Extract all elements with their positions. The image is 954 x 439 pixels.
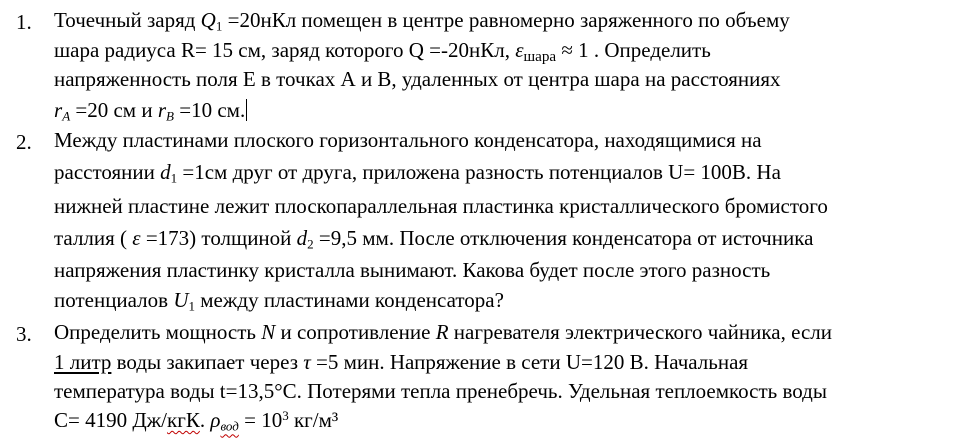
problem-2-line-1: Между пластинами плоского горизонтального конденсатора, находящимися на xyxy=(54,128,762,152)
problem-2-line-5: напряжения пластинку кристалла вынимают. Какова будет после этого разность xyxy=(54,258,771,282)
problem-3-line-2: 1 литр воды закипает через τ =5 мин. Напряжение в сети U=120 В. Начальная xyxy=(54,350,749,374)
problem-3-line-1: Определить мощность N и сопротивление R нагревателя электрического чайника, если xyxy=(54,320,832,344)
problem-2-line-2: расстоянии $d_1 =1см$ друг от друга, приложена разность потенциалов U= 100В. На xyxy=(54,160,781,186)
text-cursor xyxy=(246,99,247,121)
problem-2-line-6: потенциалов $U_1$ между пластинами конденсатора? xyxy=(54,288,504,314)
problem-number: 1. xyxy=(16,10,32,34)
problem-1-line-2: шара радиуса R= 15 см, заряд которого Q =-20нКл, $\varepsilon_{шара} \approx 1$ . Определить xyxy=(54,38,711,65)
problem-3-line-3: температура воды t=13,5°С. Потерями тепла пренебречь. Удельная теплоемкость воды xyxy=(54,379,827,403)
problem-1-line-1: Точечный заряд $Q_1 =20нКл$ помещен в центре равномерно заряженного по объему xyxy=(54,8,790,34)
spellcheck-underline: кгК xyxy=(167,408,200,432)
problem-1-line-3: напряженность поля Е в точках А и В, удаленных от центра шара на расстояниях xyxy=(54,67,781,91)
problem-number: 2. xyxy=(16,130,32,154)
problem-2-line-4: таллия ( ε =173) толщиной $d_2 =9,5$ мм. После отключения конденсатора от источника xyxy=(54,226,814,252)
problem-3-line-4: С= 4190 Дж/кгК. $\rho_{вод} = 10^3$ кг/м³ xyxy=(54,407,339,434)
problem-2-line-3: нижней пластине лежит плоскопараллельная пластинка кристаллического бромистого xyxy=(54,194,828,218)
problem-1-line-4: $r_A =20$ см и $r_B =10$ см. xyxy=(54,98,246,124)
problem-number: 3. xyxy=(16,322,32,346)
